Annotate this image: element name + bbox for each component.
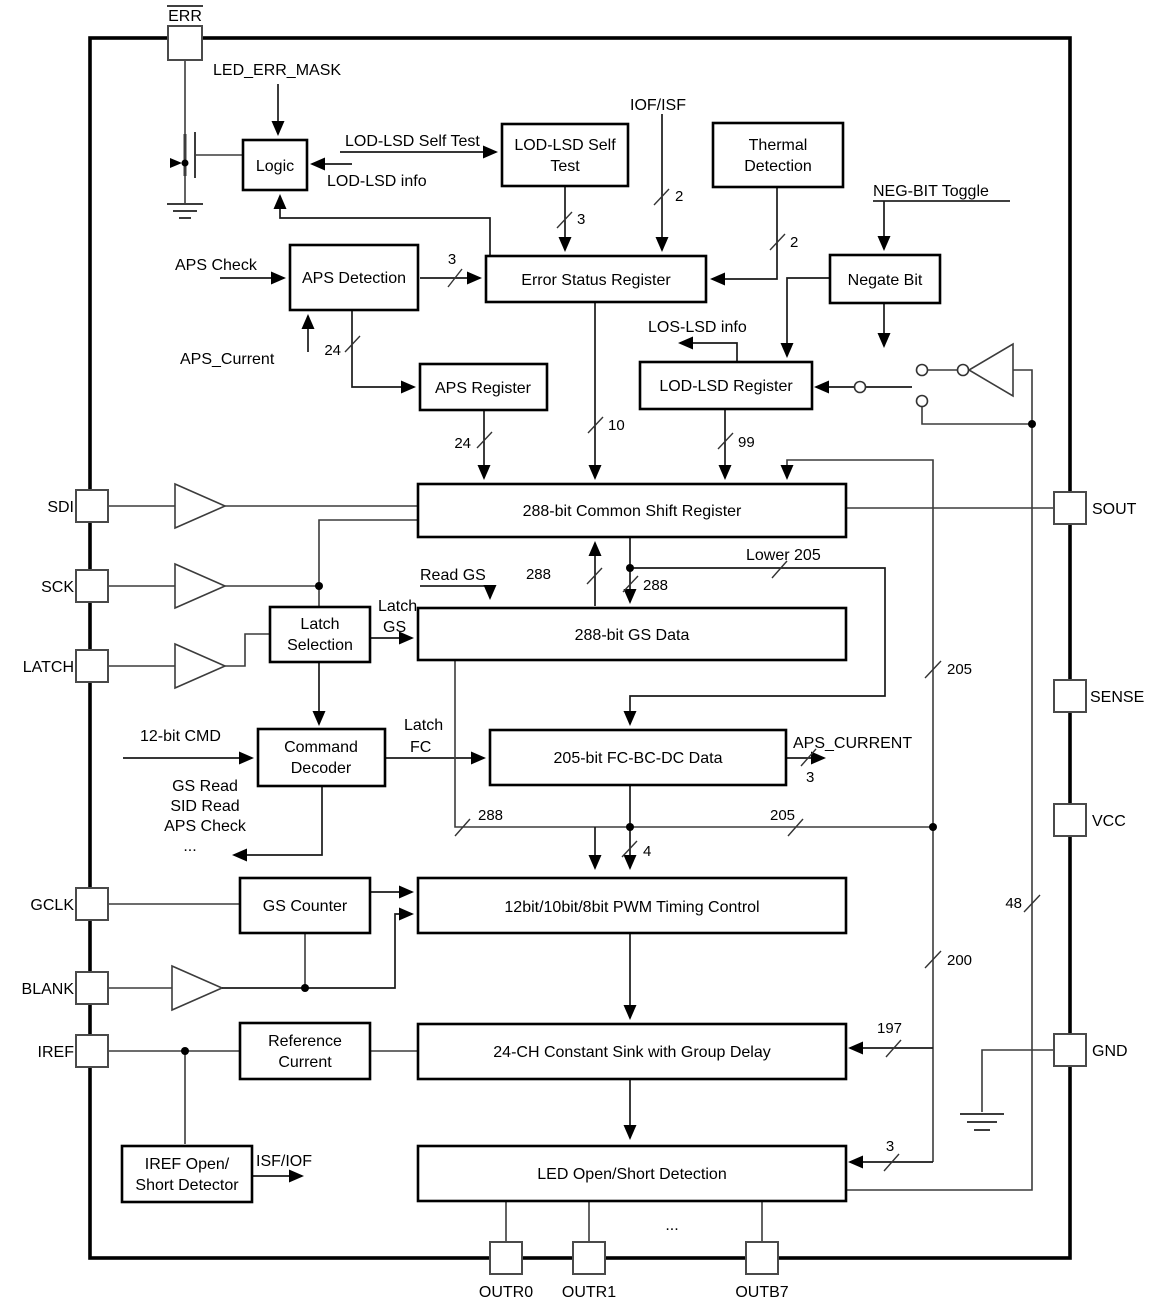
block-label-iref-open-short: IREF Open/ [144, 1156, 230, 1173]
pin-iref [76, 1035, 108, 1067]
block-label-fc-bc-dc: 205-bit FC-BC-DC Data [553, 750, 723, 767]
wire-latch-to-latchsel [225, 634, 270, 666]
pin-err [168, 26, 202, 60]
block-label-led-open-short: LED Open/Short Detection [537, 1166, 727, 1183]
pin-label-latch: LATCH [22, 659, 74, 676]
pin-label-err: ERR [168, 8, 202, 25]
block-label-reference-current: Current [278, 1054, 332, 1071]
pin-sck [76, 570, 108, 602]
pin-blank [76, 972, 108, 1004]
block-label-csr: 288-bit Common Shift Register [522, 503, 742, 520]
bus-width: 3 [806, 769, 815, 786]
signal-los-lsd-info: LOS-LSD info [648, 319, 747, 336]
block-label-logic: Logic [255, 158, 295, 175]
pin-outb7 [746, 1242, 778, 1274]
pin-label-sdi: SDI [47, 499, 74, 516]
block-label-sink: 24-CH Constant Sink with Group Delay [493, 1044, 771, 1061]
buffer-icon-sck [175, 564, 225, 608]
signal-latch-gs: Latch [378, 598, 418, 615]
pin-sense [1054, 680, 1086, 712]
bus-width: 288 [525, 566, 551, 583]
bus-width: 288 [478, 807, 504, 824]
pin-vcc [1054, 804, 1086, 836]
signal-out-more: ... [665, 1217, 679, 1234]
thermal-detection-block [713, 123, 843, 187]
signal-12bit-cmd: 12-bit CMD [140, 728, 221, 745]
block-label-thermal: Detection [744, 158, 812, 175]
signal-lod-lsd-self-test: LOD-LSD Self Test [345, 133, 480, 150]
switch-contact-icon [855, 382, 866, 393]
block-label-command-decoder: Decoder [290, 760, 352, 777]
bus-width: 200 [947, 952, 973, 969]
pin-sout [1054, 492, 1086, 524]
block-label-command-decoder: Command [284, 739, 358, 756]
pin-sdi [76, 490, 108, 522]
bus-width: 205 [770, 807, 796, 824]
block-label-self-test: Test [550, 158, 580, 175]
signal-iof-isf: IOF/ISF [630, 97, 686, 114]
switch-contact-icon [917, 365, 928, 376]
pin-label-outr1: OUTR1 [561, 1284, 617, 1301]
buffer-icon-sdi [175, 484, 225, 528]
wire-los-lsd-info [680, 343, 737, 362]
block-label-aps-detection: APS Detection [301, 270, 407, 287]
block-label-esr: Error Status Register [521, 272, 671, 289]
block-label-gs-data: 288-bit GS Data [574, 627, 690, 644]
wire-switch-throw-b [922, 407, 1032, 424]
signal-gs-read: GS Read [172, 778, 238, 795]
signal-led-err-mask: LED_ERR_MASK [213, 62, 342, 79]
block-label-aps-register: APS Register [434, 380, 532, 397]
signal-aps-check-cmd: APS Check [164, 818, 246, 835]
bus-width: 24 [324, 342, 341, 359]
switch-contact-icon [958, 365, 969, 376]
bus-width: 24 [454, 435, 471, 452]
block-label-lod-lsd-register: LOD-LSD Register [659, 378, 793, 395]
signal-lower-205: Lower 205 [746, 547, 821, 564]
pin-label-outr0: OUTR0 [478, 1284, 534, 1301]
signal-neg-bit-toggle: NEG-BIT Toggle [873, 183, 989, 200]
bus-width: 2 [675, 188, 684, 205]
signal-cmd-more: ... [183, 838, 197, 855]
block-label-pwm: 12bit/10bit/8bit PWM Timing Control [504, 899, 760, 916]
signal-latch-gs: GS [383, 619, 407, 636]
bus-width: 3 [577, 211, 586, 228]
signal-latch-fc: FC [410, 739, 432, 756]
bus-width: 3 [447, 251, 457, 268]
wire-cmd-out [234, 786, 322, 855]
block-label-negate-bit: Negate Bit [847, 272, 923, 289]
signal-isf-iof: ISF/IOF [256, 1153, 312, 1170]
bus-width: 2 [790, 234, 799, 251]
pin-latch [76, 650, 108, 682]
signal-aps-current-in: APS_Current [180, 351, 275, 368]
wire-apsdet-to-apsreg [352, 310, 414, 387]
wire-inverter-out [1013, 370, 1032, 424]
switch-contact-icon [917, 396, 928, 407]
signal-aps-current-out: APS_CURRENT [793, 735, 913, 752]
bus-width: 288 [643, 577, 669, 594]
bus-width: 4 [643, 843, 652, 860]
wire-sck-to-csr [225, 520, 418, 586]
block-label-self-test: LOD-LSD Self [514, 137, 616, 154]
bus-width: 3 [885, 1138, 895, 1155]
inverter-icon [969, 344, 1013, 396]
pin-gnd [1054, 1034, 1086, 1066]
command-decoder-block [258, 729, 385, 786]
pin-label-sense: SENSE [1090, 689, 1145, 706]
signal-aps-check: APS Check [175, 257, 257, 274]
wire-negbit-to-lodlsd [787, 278, 830, 356]
lod-lsd-self-test-block [502, 124, 628, 186]
bus-width: 10 [608, 417, 625, 434]
pin-label-iref: IREF [37, 1044, 74, 1061]
buffer-icon-latch [175, 644, 225, 688]
block-label-latch-selection: Selection [287, 637, 353, 654]
pin-label-gclk: GCLK [30, 897, 74, 914]
mosfet-arrow [170, 158, 182, 168]
signal-lod-lsd-info: LOD-LSD info [327, 173, 427, 190]
block-label-gs-counter: GS Counter [262, 898, 348, 915]
wire-thermal-to-esr [712, 187, 777, 279]
pin-gclk [76, 888, 108, 920]
pin-label-gnd: GND [1092, 1043, 1128, 1060]
bus-width: 48 [1005, 895, 1022, 912]
wire-gnd [982, 1050, 1054, 1112]
signal-read-gs: Read GS [420, 567, 486, 584]
block-label-thermal: Thermal [748, 137, 808, 154]
block-label-latch-selection: Latch [300, 616, 340, 633]
buffer-icon-blank [172, 966, 222, 1010]
bus-width: 197 [877, 1020, 903, 1037]
block-label-iref-open-short: Short Detector [135, 1177, 239, 1194]
bus-width: 99 [738, 434, 755, 451]
block-label-reference-current: Reference [268, 1033, 342, 1050]
signal-latch-fc: Latch [404, 717, 444, 734]
pin-label-vcc: VCC [1092, 813, 1126, 830]
bus-width: 205 [947, 661, 973, 678]
pin-label-blank: BLANK [21, 981, 74, 998]
pin-label-outb7: OUTB7 [735, 1284, 789, 1301]
wire-48-feedback [846, 424, 1032, 1190]
pin-label-sout: SOUT [1092, 501, 1137, 518]
pin-label-sck: SCK [41, 579, 74, 596]
signal-sid-read: SID Read [170, 798, 240, 815]
pin-outr1 [573, 1242, 605, 1274]
pin-outr0 [490, 1242, 522, 1274]
